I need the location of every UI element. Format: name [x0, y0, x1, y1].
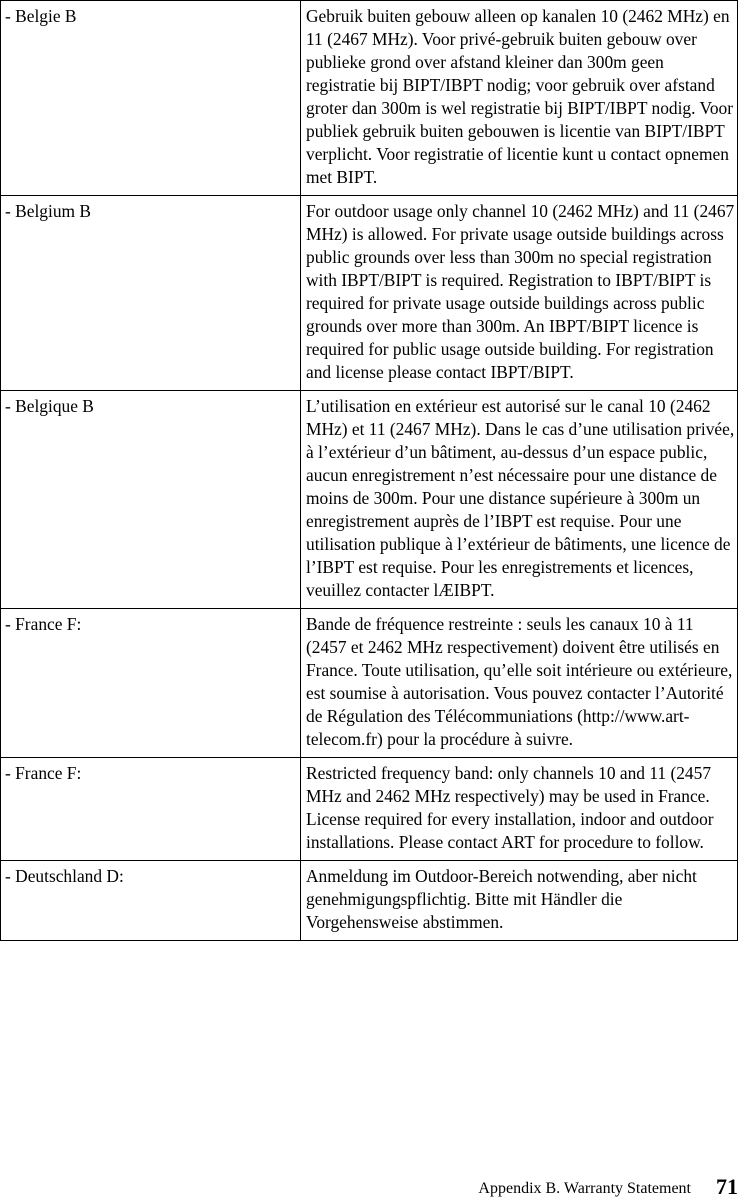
country-cell: - Belgique B — [1, 391, 301, 609]
country-cell: - Belgium B — [1, 196, 301, 391]
regulation-text-cell: For outdoor usage only channel 10 (2462 MHz) and 11 (2467 MHz) is allowed. For private usage outside buildings across public grounds over less than 300m no special registration with IBPT/BIPT is required. Registration to IBPT/BIPT is required for private usage outside buildings across public grounds over more than 300m. An IBPT/BIPT licence is required for public usage outside building. For registration and license please contact IBPT/BIPT. — [301, 196, 738, 391]
table-row — [1, 391, 738, 609]
footer-section-title: Appendix B. Warranty Statement — [478, 1180, 691, 1197]
regulation-text-cell: L’utilisation en extérieur est autorisé sur le canal 10 (2462 MHz) et 11 (2467 MHz). Dans le cas d’une utilisation privée, à l’extérieur d’un bâtiment, au-dessus d’un espace public, aucun enregistrement n’est nécessaire pour une distance de moins de 300m. Pour une distance supérieure à 300m un enregistrement auprès de l’IBPT est requise. Pour une utilisation publique à l’extérieur de bâtiments, une licence de l’IBPT est requise. Pour les enregistrements et licences, veuillez contacter lÆIBPT. — [301, 391, 738, 609]
country-cell: - France F: — [1, 758, 301, 861]
table-row — [1, 861, 738, 941]
country-cell: - Belgie B — [1, 1, 301, 196]
table-row — [1, 196, 738, 391]
page-footer — [0, 1176, 740, 1202]
table-row — [1, 609, 738, 758]
regulation-text-cell: Bande de fréquence restreinte : seuls les canaux 10 à 11 (2457 et 2462 MHz respectivement) doivent être utilisés en France. Toute utilisation, qu’elle soit intérieure ou extérieure, est soumise à autorisation. Vous pouvez contacter l’Autorité de Régulation des Télécommuniations (http://www.art-telecom.fr) pour la procédure à suivre. — [301, 609, 738, 758]
table-row — [1, 758, 738, 861]
regulation-text-cell: Restricted frequency band: only channels 10 and 11 (2457 MHz and 2462 MHz respectively) may be used in France. License required for every installation, indoor and outdoor installations. Please contact ART for procedure to follow. — [301, 758, 738, 861]
page-number: 71 — [716, 1174, 738, 1199]
country-cell: - Deutschland D: — [1, 861, 301, 941]
regulation-text-cell: Gebruik buiten gebouw alleen op kanalen 10 (2462 MHz) en 11 (2467 MHz). Voor privé-gebruik buiten gebouw over publieke grond over afstand kleiner dan 300m geen registratie bij BIPT/IBPT nodig; voor gebruik over afstand groter dan 300m is wel registratie bij BIPT/IBPT nodig. Voor publiek gebruik buiten gebouwen is licentie van BIPT/IBPT verplicht. Voor registratie of licentie kunt u contact opnemen met BIPT. — [301, 1, 738, 196]
regulation-text-cell: Anmeldung im Outdoor-Bereich notwending, aber nicht genehmigungspflichtig. Bitte mit Händler die Vorgehensweise abstimmen. — [301, 861, 738, 941]
table-row — [1, 1, 738, 196]
country-cell: - France F: — [1, 609, 301, 758]
